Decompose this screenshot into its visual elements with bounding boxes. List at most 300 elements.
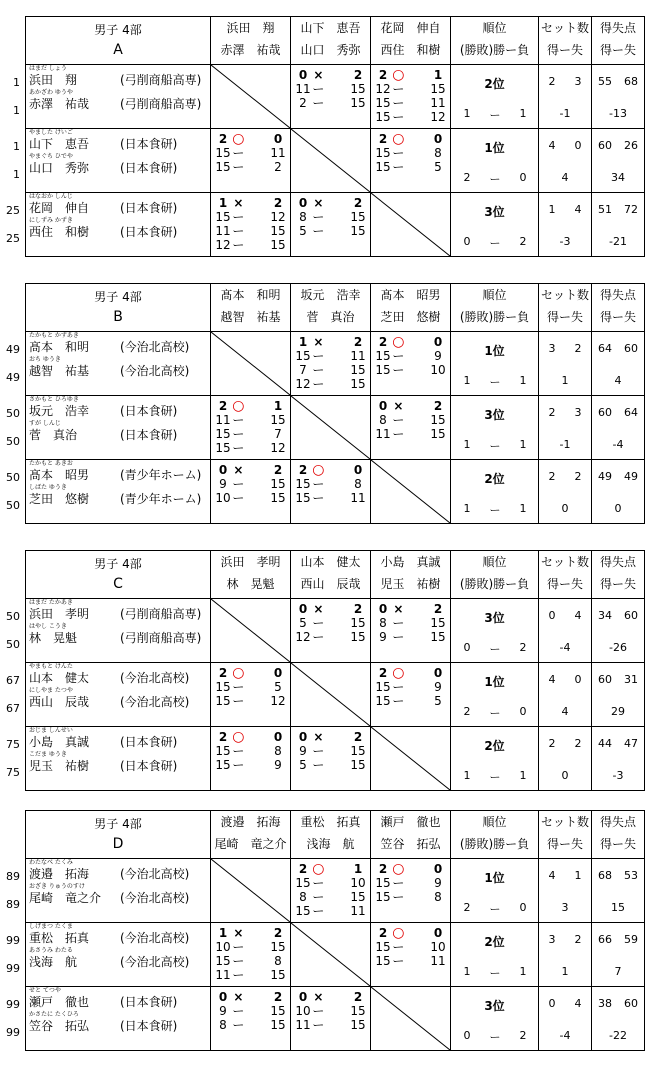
game-points: 9 [434,680,442,694]
player-team: (日本食研) [120,225,178,239]
set-count: 2 [378,666,388,680]
player-name: 髙本 和明 [29,340,90,354]
opponent-header [291,811,371,859]
rank-cell [451,129,539,193]
score-dash: ー [312,349,325,363]
group-title [26,811,211,859]
player-line [26,931,210,945]
match-summary [291,603,370,616]
game-points: 15 [430,413,446,427]
game-points: 15 [430,616,446,630]
team-row [26,859,645,923]
game-points: 10 [215,491,231,505]
opponent-name: 小島 真誠 [380,555,441,569]
score-dash: ー [392,363,405,377]
opponent-name: 越智 祐基 [220,310,281,324]
diagonal-line [371,987,450,1050]
self-match-cell [211,859,291,923]
match-summary [211,991,290,1004]
opponent-header [371,811,451,859]
sets-difference: 1 [561,965,569,978]
game-points: 15 [295,349,311,363]
set-header-line: セット数 [540,555,589,569]
set-count: 0 [273,132,283,146]
points-for: 66 [598,933,612,946]
group-letter: C [113,576,123,592]
seed-number: 89 [6,870,20,883]
opponent-name: 浅海 航 [306,837,355,851]
game-points: 15 [295,477,311,491]
game-score [211,428,290,441]
player-line [26,161,210,175]
game-score [291,877,370,890]
win-loss-dash: ー [489,504,501,517]
set-count: 2 [378,335,388,349]
game-points: 15 [215,758,231,772]
point-header-line: 得ー失 [599,837,636,851]
game-score [371,428,450,441]
rank-cell [451,193,539,257]
player-team: (今治北高校) [120,695,190,709]
sets-for: 2 [548,75,556,88]
opponent-header [211,551,291,599]
point-header [592,284,645,332]
result-mark: × [313,990,324,1004]
score-dash: ー [232,210,245,224]
seed-number: 1 [13,168,20,181]
game-points: 15 [375,363,391,377]
rank-cell [451,987,539,1051]
points-against: 31 [624,673,638,686]
player-furigana: たかもと あきお [29,460,73,467]
game-points: 8 [379,413,387,427]
sets-difference: -3 [559,235,571,248]
score-dash: ー [312,96,325,110]
opponent-name: 浜田 翔 [226,21,275,35]
set-count: 2 [353,602,363,616]
players-cell [26,859,211,923]
game-points: 11 [270,146,286,160]
score-dash: ー [232,238,245,252]
win-loss-dash: ー [489,707,501,720]
game-points: 10 [215,940,231,954]
sets-cell [539,332,592,396]
match-summary [291,69,370,82]
rank-cell [451,460,539,524]
opponent-name: 児玉 祐樹 [380,577,441,591]
losses: 1 [519,769,527,782]
rank-position: 3位 [484,205,505,219]
result-mark: ○ [392,665,405,681]
game-points: 15 [215,210,231,224]
opponent-header [371,17,451,65]
player-furigana: かさたに たくひろ [29,1011,79,1018]
game-score [211,478,290,491]
game-points: 15 [350,377,366,391]
player-name: 浜田 翔 [29,73,78,87]
game-points: 5 [299,224,307,238]
set-header-line: 得ー失 [546,310,583,324]
game-points: 15 [350,363,366,377]
match-summary [371,133,450,146]
game-points: 15 [215,441,231,455]
points-cell [592,193,645,257]
match-summary [371,927,450,940]
rank-cell [451,332,539,396]
game-points: 11 [430,954,446,968]
player-line [26,867,210,881]
wins: 1 [463,438,471,451]
player-team: (日本食研) [120,404,178,418]
game-points: 15 [430,82,446,96]
player-furigana: しばた ゆうき [29,484,67,491]
game-points: 15 [215,744,231,758]
wins: 2 [463,901,471,914]
game-points: 11 [430,96,446,110]
points-against: 60 [624,997,638,1010]
rank-cell [451,859,539,923]
score-dash: ー [232,694,245,708]
player-line [26,759,210,773]
set-count: 1 [298,335,308,349]
game-points: 12 [270,441,286,455]
game-points: 5 [299,758,307,772]
player-furigana: やました けいご [29,129,73,136]
game-points: 15 [270,940,286,954]
rank-header-line: 順位 [482,21,507,35]
game-points: 15 [270,224,286,238]
player-furigana: さかもと ひろゆき [29,396,79,403]
score-dash: ー [312,744,325,758]
seed-number: 89 [6,898,20,911]
match-result-cell [211,663,291,727]
result-mark: × [233,196,244,210]
win-loss-dash: ー [489,967,501,980]
set-count: 0 [378,399,388,413]
player-furigana: やまもと けんた [29,663,73,670]
game-score [371,955,450,968]
seed-number: 50 [6,407,20,420]
game-score [371,161,450,174]
set-count: 1 [273,399,283,413]
set-count: 2 [378,926,388,940]
rank-header-line: (勝敗)勝ー負 [459,310,530,324]
sets-for: 2 [548,737,556,750]
points-against: 72 [624,203,638,216]
game-points: 8 [219,1018,227,1032]
sets-difference: 0 [561,502,569,515]
game-points: 8 [299,890,307,904]
game-score [211,1005,290,1018]
player-team: (日本食研) [120,137,178,151]
player-furigana: おざき りゅうのすけ [29,883,85,890]
sets-against: 0 [574,673,582,686]
points-difference: 0 [614,502,622,515]
result-mark: ○ [392,131,405,147]
players-cell [26,923,211,987]
sets-against: 0 [574,139,582,152]
points-against: 60 [624,342,638,355]
sets-cell [539,599,592,663]
sets-cell [539,396,592,460]
score-dash: ー [392,96,405,110]
self-match-cell [291,129,371,193]
game-score [211,745,290,758]
sets-against: 4 [574,997,582,1010]
opponent-header [291,284,371,332]
win-loss-dash: ー [489,903,501,916]
game-score [291,905,370,918]
player-line [26,631,210,645]
points-cell [592,65,645,129]
game-score [371,941,450,954]
players-cell [26,193,211,257]
losses: 0 [519,171,527,184]
points-difference: -26 [609,641,627,654]
league-table-c [25,550,645,791]
group-title [26,284,211,332]
losses: 1 [519,374,527,387]
player-furigana: はやし こうき [29,623,67,630]
game-score [371,681,450,694]
player-name: 赤澤 祐哉 [29,97,90,111]
set-count: 0 [378,602,388,616]
score-dash: ー [232,491,245,505]
game-score [291,97,370,110]
game-points: 15 [350,96,366,110]
sets-cell [539,129,592,193]
match-result-cell [291,332,371,396]
points-difference: -3 [612,769,624,782]
group-title [26,551,211,599]
rank-header-line: 順位 [482,555,507,569]
player-line [26,995,210,1009]
group-title [26,17,211,65]
group-letter: D [112,836,124,852]
rank-position: 1位 [484,344,505,358]
set-count: 2 [353,990,363,1004]
game-points: 8 [379,616,387,630]
match-summary [291,731,370,744]
score-dash: ー [392,954,405,968]
points-against: 68 [624,75,638,88]
player-line [26,137,210,151]
losses: 1 [519,965,527,978]
game-points: 8 [434,890,442,904]
seed-number: 50 [6,499,20,512]
set-count: 2 [378,132,388,146]
sets-difference: -1 [559,438,571,451]
result-mark: × [393,602,404,616]
set-header [539,551,592,599]
game-score [291,759,370,772]
sets-against: 2 [574,342,582,355]
points-for: 60 [598,139,612,152]
team-row [26,129,645,193]
match-summary [371,69,450,82]
wins: 1 [463,107,471,120]
rank-position: 2位 [484,935,505,949]
match-result-cell [211,987,291,1051]
player-furigana: はまだ しょう [29,65,67,72]
result-mark: × [313,335,324,349]
player-line [26,340,210,354]
match-summary [211,400,290,413]
game-points: 15 [270,238,286,252]
result-mark: × [313,196,324,210]
game-points: 5 [299,616,307,630]
player-name: 小島 真誠 [29,735,90,749]
game-points: 15 [350,890,366,904]
game-points: 9 [379,630,387,644]
game-score [211,492,290,505]
set-count: 2 [218,666,228,680]
opponent-header [371,551,451,599]
points-against: 53 [624,869,638,882]
diagonal-line [291,663,370,726]
player-team: (今治北高校) [120,891,190,905]
rank-header-line: 順位 [482,288,507,302]
player-line [26,607,210,621]
opponent-header [291,17,371,65]
player-furigana: おじま しんせい [29,727,73,734]
game-points: 15 [350,744,366,758]
player-name: 尾崎 竜之介 [29,891,102,905]
seed-number: 49 [6,371,20,384]
team-row [26,599,645,663]
player-line [26,1019,210,1033]
game-points: 11 [375,427,391,441]
player-name: 林 晃魁 [29,631,78,645]
game-points: 15 [375,110,391,124]
game-points: 5 [274,680,282,694]
result-mark: ○ [392,67,405,83]
game-points: 15 [295,904,311,918]
player-line [26,468,210,482]
points-difference: 15 [611,901,625,914]
set-count: 2 [353,68,363,82]
score-dash: ー [232,954,245,968]
score-dash: ー [392,616,405,630]
game-points: 11 [215,968,231,982]
group-letter: B [113,309,123,325]
rank-cell [451,396,539,460]
losses: 1 [519,438,527,451]
sets-difference: 0 [561,769,569,782]
set-count: 2 [353,335,363,349]
match-summary [291,991,370,1004]
set-count: 0 [298,68,308,82]
opponent-name: 瀬戸 徹也 [380,815,441,829]
player-team: (今治北高校) [120,931,190,945]
opponent-name: 笠谷 拓弘 [380,837,441,851]
points-for: 38 [598,997,612,1010]
game-score [371,891,450,904]
players-cell [26,332,211,396]
game-points: 5 [434,694,442,708]
win-loss-dash: ー [489,109,501,122]
game-score [211,955,290,968]
result-mark: ○ [232,131,245,147]
player-line [26,695,210,709]
player-line [26,97,210,111]
sets-for: 0 [548,609,556,622]
match-result-cell [211,129,291,193]
sets-cell [539,460,592,524]
set-count: 0 [433,132,443,146]
points-for: 68 [598,869,612,882]
game-points: 9 [219,477,227,491]
sets-against: 2 [574,470,582,483]
player-name: 山下 恵吾 [29,137,90,151]
player-furigana: はまだ たかあき [29,599,73,606]
score-dash: ー [392,940,405,954]
points-cell [592,129,645,193]
set-count: 2 [433,602,443,616]
score-dash: ー [232,477,245,491]
score-dash: ー [312,1004,325,1018]
score-dash: ー [232,744,245,758]
self-match-cell [371,460,451,524]
result-mark: × [233,926,244,940]
player-name: 髙本 昭男 [29,468,90,482]
losses: 1 [519,502,527,515]
match-summary [211,197,290,210]
player-name: 笠谷 拓弘 [29,1019,90,1033]
game-points: 15 [375,694,391,708]
game-score [211,969,290,982]
match-summary [291,197,370,210]
wins: 2 [463,705,471,718]
player-line [26,735,210,749]
set-count: 0 [218,990,228,1004]
match-result-cell [291,859,371,923]
game-score [371,617,450,630]
score-dash: ー [392,160,405,174]
player-furigana: たかもと かずあき [29,332,79,339]
game-points: 15 [215,427,231,441]
player-name: 菅 真治 [29,428,78,442]
league-table-b [25,283,645,524]
opponent-name: 髙本 和明 [220,288,281,302]
match-result-cell [371,396,451,460]
player-name: 花岡 伸自 [29,201,90,215]
points-difference: 7 [614,965,622,978]
seed-number: 50 [6,638,20,651]
rank-position: 2位 [484,77,505,91]
point-header-line: 得失点 [599,21,636,35]
score-dash: ー [232,413,245,427]
game-points: 15 [270,491,286,505]
rank-position: 1位 [484,141,505,155]
score-dash: ー [312,1018,325,1032]
game-points: 15 [215,954,231,968]
seed-number: 67 [6,702,20,715]
losses: 1 [519,107,527,120]
player-line [26,671,210,685]
player-name: 瀬戸 徹也 [29,995,90,1009]
game-points: 11 [350,904,366,918]
division-title: 男子 4部 [94,557,142,571]
score-dash: ー [232,1018,245,1032]
players-cell [26,727,211,791]
points-cell [592,663,645,727]
set-count: 2 [218,399,228,413]
score-dash: ー [392,890,405,904]
player-furigana: おち ゆうき [29,356,61,363]
seed-number: 50 [6,610,20,623]
game-points: 15 [270,477,286,491]
